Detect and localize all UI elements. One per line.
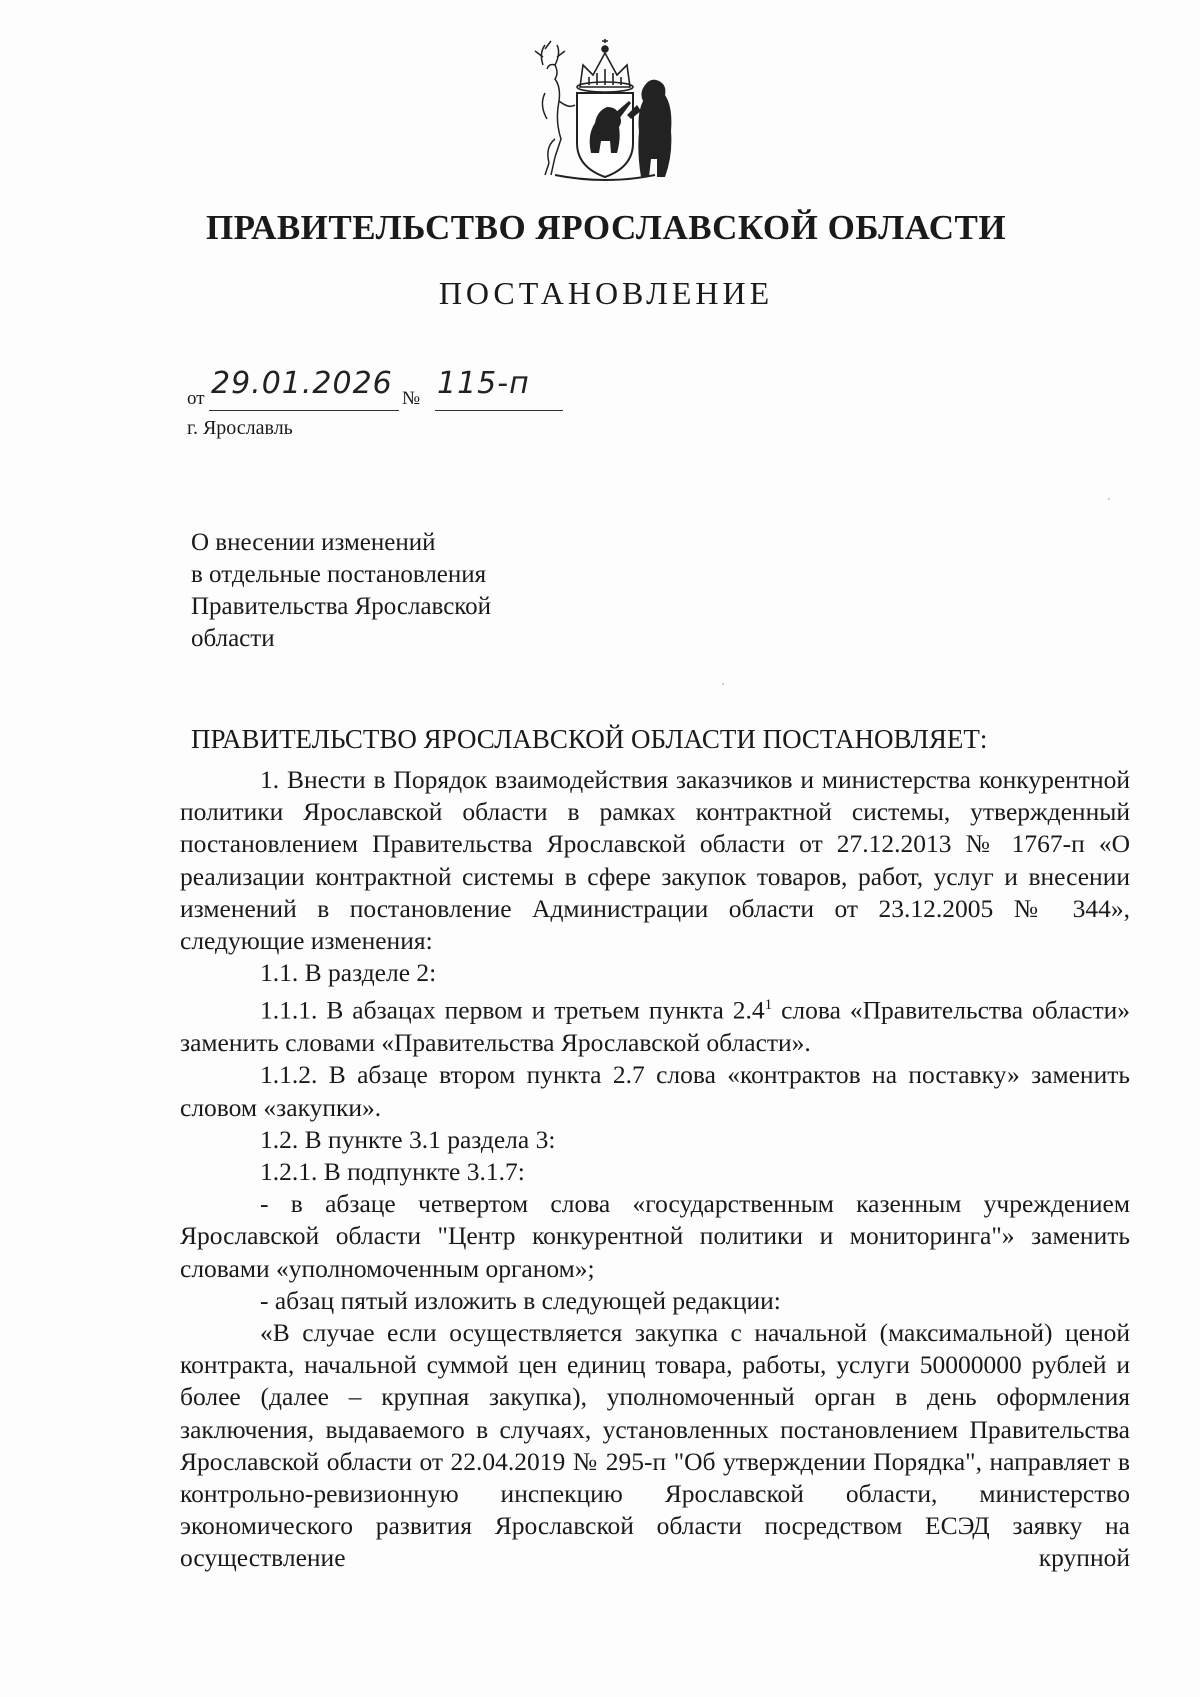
document-body [180,764,1130,1575]
subject-line: области [191,625,275,652]
date-label: от [187,388,205,409]
subject-line: О внесении изменений [191,529,436,556]
quoted-paragraph: «В случае если осуществляется закупка с начальной (максимальной) ценой контракта, начальной суммой цен единиц товара, работы, услуги 50000000 рублей и более (далее – крупная закупка), уполномоченный орган в день оформления заключения, выдаваемого в случаях, установленных постановлением Правительства Ярославской области от 22.04.2019 № 295-п "Об утверждении Порядка", направляет в контрольно-ревизионную инспекцию Ярославской области, министерство экономического развития Ярославской области посредством ЕСЭД заявку на осуществление крупной [180,1317,1130,1573]
subject-line: Правительства Ярославской [191,593,492,620]
paragraph-1-2-1: 1.2.1. В подпункте 3.1.7: [260,1156,525,1186]
document-type: ПОСТАНОВЛЕНИЕ [438,275,774,311]
number-label: № [402,388,421,409]
document-subject [191,527,491,655]
organization-title: ПРАВИТЕЛЬСТВО ЯРОСЛАВСКОЙ ОБЛАСТИ [205,208,1007,247]
coat-of-arms-icon [525,35,685,185]
handwritten-date: 29.01.2026 [211,366,393,401]
superscript: 1 [764,997,773,1014]
paragraph-1-1-1-end: слова «Правительства области» заменить словами «Правительства Ярославской области». [180,995,1131,1058]
paragraph-1-2: 1.2. В пункте 3.1 раздела 3: [260,1124,556,1154]
decree-heading: ПРАВИТЕЛЬСТВО ЯРОСЛАВСКОЙ ОБЛАСТИ ПОСТАНОВЛЯЕТ: [191,724,988,754]
scan-speck [1108,498,1110,500]
scan-speck [722,683,724,685]
date-underline [209,410,399,411]
bullet-2: - абзац пятый изложить в следующей редакции: [260,1285,781,1315]
bullet-1: - в абзаце четвертом слова «государственным казенным учреждением Ярославской области "Центр конкурентной политики и мониторинга"» заменить словами «уполномоченным органом»; [180,1189,1130,1283]
paragraph-1-1-2: 1.1.2. В абзаце втором пункта 2.7 слова «контрактов на поставку» заменить словом «закупки». [180,1060,1130,1122]
registration-line [187,366,567,410]
paragraph-1-1-1 [180,989,1130,1059]
city: г. Ярославль [187,417,293,439]
paragraph-1: 1. Внести в Порядок взаимодействия заказчиков и министерства конкурентной политики Ярославской области в рамках контрактной системы, утвержденный постановлением Правительства Ярославской области от 27.12.2013 № 1767-п «О реализации контрактной системы в сфере закупок товаров, работ, услуг и внесении изменений в постановление Администрации области от 23.12.2005 № 344», следующие изменения: [180,765,1130,956]
number-underline [435,410,563,411]
handwritten-number: 115-п [437,366,530,401]
subject-line: в отдельные постановления [191,561,487,588]
paragraph-1-1-1-start: 1.1.1. В абзацах первом и третьем пункта 2.4 [260,995,765,1025]
paragraph-1-1: 1.1. В разделе 2: [260,958,437,988]
